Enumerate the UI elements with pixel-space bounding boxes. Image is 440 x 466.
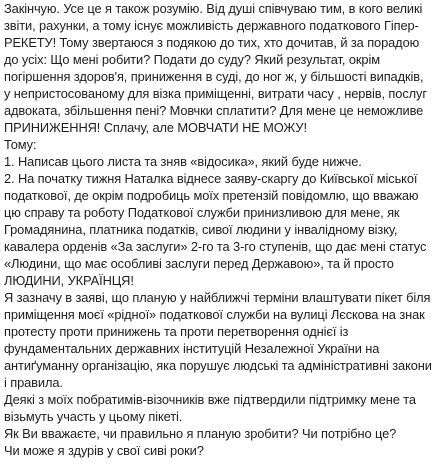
text-line: 2. На початку тижня Наталка віднесе заяву-скаргу до Київської міської	[4, 171, 418, 186]
text-line: візьмуть участь у цьому пікеті.	[4, 409, 183, 424]
text-line: антиґуманну організацію, яка порушує людські та адміністративні закони	[4, 358, 432, 373]
text-line: фундаментальних державних інституцій Незалежної України на	[4, 341, 380, 356]
text-line: ПРИНИЖЕННЯ! Сплачу, але МОВЧАТИ НЕ МОЖУ!	[4, 120, 307, 135]
text-line: Як Ви вважаєте, чи правильно я планую зробити? Чи потрібно це?	[4, 426, 397, 441]
text-line: Я зазначу в заяві, що планую у найближчі терміни влаштувати пікет біля	[4, 290, 431, 305]
text-line: цю справу та роботу Податкової служби принизливою для мене, як	[4, 205, 400, 220]
text-line: адвоката, збільшення пені? Мовчки сплатити? Для мене це неможливе	[4, 103, 424, 118]
text-line: протесту проти принижень та проти перетворення однієї із	[4, 324, 349, 339]
post-paragraph-2	[4, 136, 436, 289]
text-line: Деякі з моїх побратимів-візочників вже підтвердили підтримку мене та	[4, 392, 416, 407]
text-line: ЛЮДИНИ, УКРАЇНЦЯ!	[4, 273, 134, 288]
text-line: до усіх: Що мені робити? Подати до суду? Який результат, окрім	[4, 52, 380, 67]
text-line: звіти, рахунки, а тому існує можливість державного податкового Гіпер-	[4, 18, 419, 33]
text-line: податкової, де окрім подробиць моїх претензій повідомлю, що вважаю	[4, 188, 419, 203]
post-paragraph-3	[4, 289, 436, 459]
text-line: Тому:	[4, 137, 37, 152]
text-line: погіршення здоров'я, приниження в суді, до ног ж, у більшості випадків,	[4, 69, 424, 84]
text-line: Громадянина, платника податків, сивої людини у інвалідному візку,	[4, 222, 398, 237]
text-line: 1. Написав цього листа та зняв «відосика», який буде нижче.	[4, 154, 362, 169]
text-line: приміщення моєї «рідної» податкової служби на вулиці Лєскова на знак	[4, 307, 425, 322]
text-line: «Людини, що має особливі заслуги перед Державою», та й просто	[4, 256, 394, 271]
text-line: кавалера орденів «За заслуги» 2-го та 3-го ступенів, що дає мені статус	[4, 239, 427, 254]
text-line: РЕКЕТУ! Тому звертаюся з подякою до тих, хто дочитав, й за порадою	[4, 35, 420, 50]
text-line: Закінчую. Усе це я також розумію. Від душі співчуваю тим, в кого великі	[4, 1, 423, 16]
text-line: і правила.	[4, 375, 63, 390]
text-line: у непристосованому для візка приміщенні, витрати часу , нервів, послуг	[4, 86, 427, 101]
post-paragraph-1	[4, 0, 436, 136]
text-line: Чи може я здурів у свої сиві роки?	[4, 443, 204, 458]
